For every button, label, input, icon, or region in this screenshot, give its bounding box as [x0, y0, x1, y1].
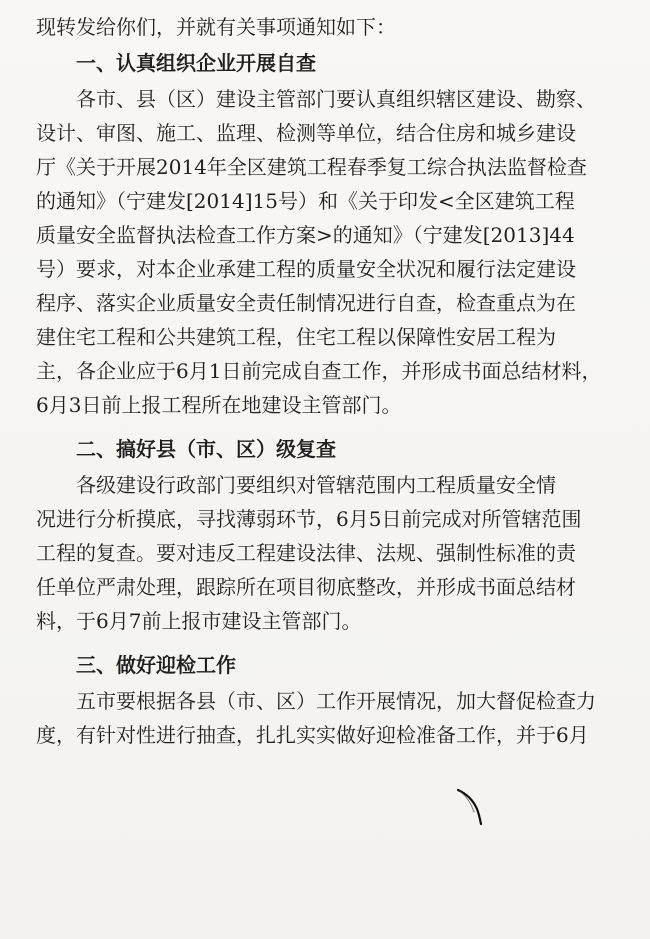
section-3-line-1: 五市要根据各县（市、区）工作开展情况，加大督促检查力 [76, 689, 596, 713]
section-heading-2: 二、搞好县（市、区）级复查 [76, 437, 336, 461]
section-heading-1: 一、认真组织企业开展自查 [76, 51, 316, 75]
section-2-line-5: 料，于6月7前上报市建设主管部门。 [36, 609, 362, 633]
section-heading-3: 三、做好迎检工作 [76, 653, 236, 677]
pen-mark-icon [455, 787, 485, 827]
section-1-line-8: 建住宅工程和公共建筑工程，住宅工程以保障性安居工程为 [36, 325, 556, 349]
section-1-line-5: 质量安全监督执法检查工作方案>的通知》（宁建发[2013]44 [36, 223, 575, 247]
section-1-line-4: 的通知》（宁建发[2014]15号）和《关于印发<全区建筑工程 [36, 189, 575, 213]
section-2-line-1: 各级建设行政部门要组织对管辖范围内工程质量安全情 [76, 473, 556, 497]
section-2-line-4: 任单位严肃处理，跟踪所在项目彻底整改，并形成书面总结材 [36, 575, 576, 599]
section-1-line-2: 设计、审图、施工、监理、检测等单位，结合住房和城乡建设 [36, 121, 576, 145]
section-1-line-10: 6月3日前上报工程所在地建设主管部门。 [36, 393, 402, 417]
section-1-line-1: 各市、县（区）建设主管部门要认真组织辖区建设、勘察、 [76, 87, 596, 111]
section-1-line-3: 厅《关于开展2014年全区建筑工程春季复工综合执法监督检查 [36, 155, 587, 179]
section-3-line-2: 度，有针对性进行抽查，扎扎实实做好迎检准备工作，并于6月 [36, 723, 589, 747]
section-1-line-9: 主，各企业应于6月1日前完成自查工作，并形成书面总结材料， [36, 359, 602, 383]
document-body [36, 10, 618, 752]
section-1-line-7: 程序、落实企业质量安全责任制情况进行自查，检查重点为在 [36, 291, 576, 315]
section-2-line-3: 工程的复查。要对违反工程建设法律、法规、强制性标准的责 [36, 541, 576, 565]
section-1-line-6: 号）要求，对本企业承建工程的质量安全状况和履行法定建设 [36, 257, 576, 281]
section-2-line-2: 况进行分析摸底，寻找薄弱环节，6月5日前完成对所管辖范围 [36, 507, 582, 531]
section-gap [36, 638, 618, 646]
section-gap [36, 422, 618, 430]
intro-line: 现转发给你们，并就有关事项通知如下： [36, 15, 396, 39]
